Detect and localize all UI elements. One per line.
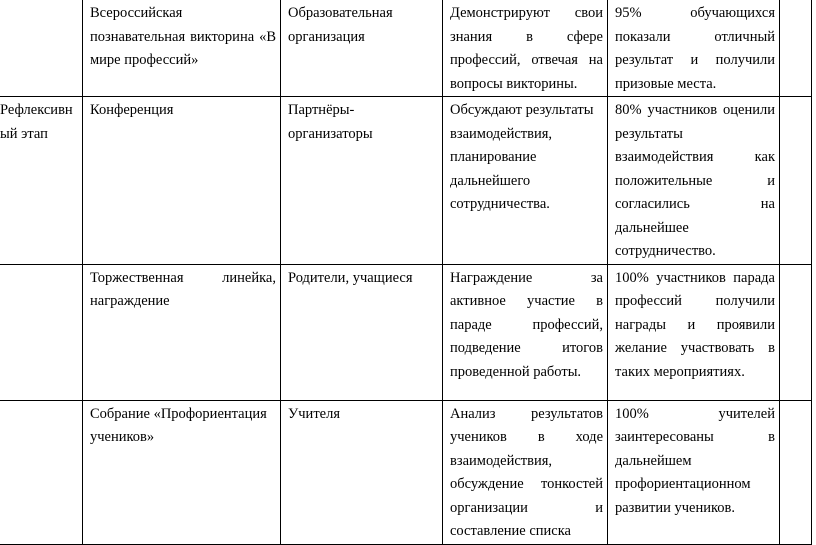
- activity-cell: Награждение за активное участие в параде профессий, подведение итогов проведенной работы.: [443, 264, 608, 400]
- empty-cell: [780, 0, 812, 97]
- event-cell: Всероссийская познавательная викторина «В мире профессий»: [83, 0, 281, 97]
- table-row: [0, 97, 812, 265]
- event-cell: Торжественная линейка, награждение: [83, 264, 281, 400]
- participants-cell: Образовательная организация: [281, 0, 443, 97]
- stage-cell: [0, 97, 83, 265]
- activity-cell: Демонстрируют свои знания в сфере профессий, отвечая на вопросы викторины.: [443, 0, 608, 97]
- result-cell: 100% учителей заинтересованы в дальнейшем профориентационном развитии учеников.: [608, 400, 780, 544]
- empty-cell: [780, 400, 812, 544]
- event-cell: Конференция: [83, 97, 281, 265]
- table-row: [0, 264, 812, 400]
- result-cell: 80% участников оценили результаты взаимодействия как положительные и согласились на дальнейшее сотрудничество.: [608, 97, 780, 265]
- stage-cell: [0, 0, 83, 97]
- result-cell: 95% обучающихся показали отличный результат и получили призовые места.: [608, 0, 780, 97]
- empty-cell: [780, 97, 812, 265]
- stage-label-line-2: ый этап: [0, 125, 48, 142]
- event-cell: Собрание «Профориентация учеников»: [83, 400, 281, 544]
- empty-cell: [780, 264, 812, 400]
- stage-cell: [0, 400, 83, 544]
- participants-cell: Учителя: [281, 400, 443, 544]
- result-cell: 100% участников парада профессий получили награды и проявили желание участвовать в таких мероприятиях.: [608, 264, 780, 400]
- table-row: [0, 400, 812, 544]
- stage-cell: [0, 264, 83, 400]
- participants-cell: Партнёры-организаторы: [281, 97, 443, 265]
- participants-cell: Родители, учащиеся: [281, 264, 443, 400]
- activity-cell: Анализ результатов учеников в ходе взаимодействия, обсуждение тонкостей организации и составление списка: [443, 400, 608, 544]
- table-row: [0, 0, 812, 97]
- stage-label-line-1: Рефлексивн: [0, 102, 73, 118]
- activity-cell: Обсуждают результаты взаимодействия, планирование дальнейшего сотрудничества.: [443, 97, 608, 265]
